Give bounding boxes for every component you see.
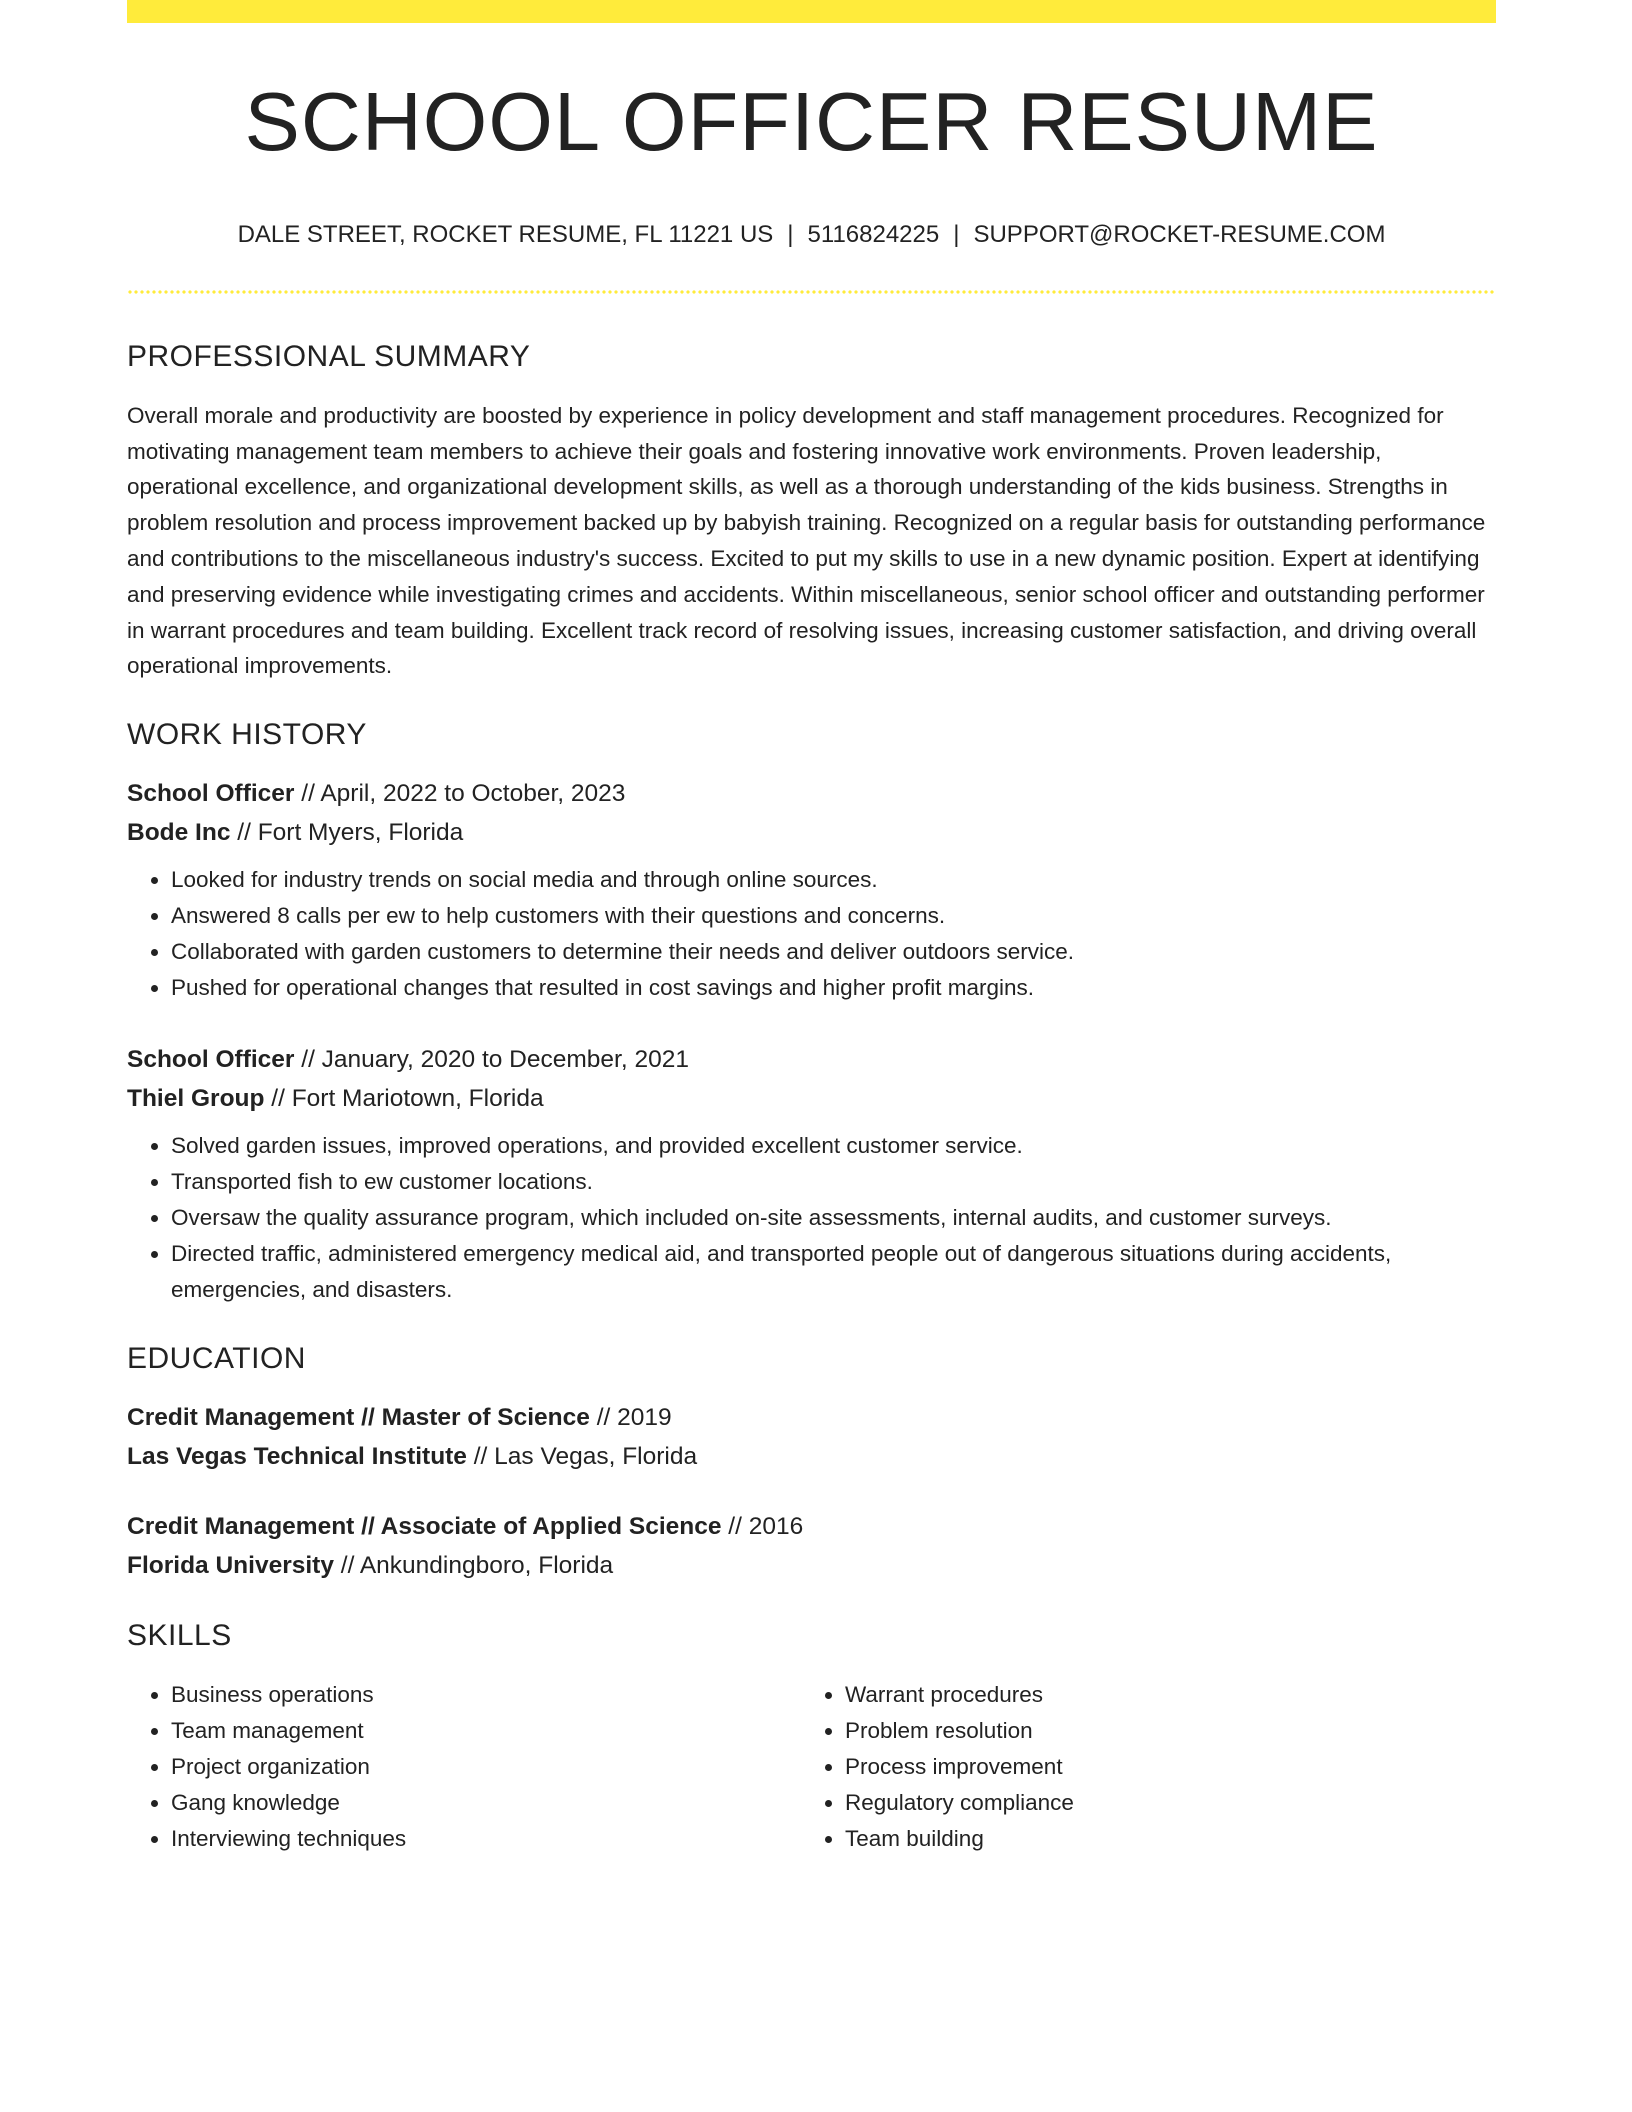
job-title: School Officer xyxy=(127,780,295,808)
degree: Credit Management // Master of Science xyxy=(127,1404,590,1432)
list-item: • Transported fish to ew customer locations. xyxy=(171,1164,1496,1200)
separator: | xyxy=(953,221,960,248)
list-item: • Pushed for operational changes that resulted in cost savings and higher profit margins. xyxy=(171,970,1496,1006)
degree-line xyxy=(127,1507,1496,1546)
list-item: • Gang knowledge xyxy=(171,1785,801,1821)
work-history-heading: WORK HISTORY xyxy=(127,718,367,752)
school-location: // Ankundingboro, Florida xyxy=(333,1552,614,1580)
job-location: // Fort Mariotown, Florida xyxy=(264,1085,544,1113)
list-item: • Warrant procedures xyxy=(845,1677,1475,1713)
job-title: School Officer xyxy=(127,1046,295,1074)
education-heading: EDUCATION xyxy=(127,1342,306,1376)
degree-line xyxy=(127,1398,1496,1437)
job-title-line xyxy=(127,1040,1496,1079)
list-item: • Business operations xyxy=(171,1677,801,1713)
skills-list-right xyxy=(801,1677,1475,1857)
job-company: Thiel Group xyxy=(127,1085,265,1113)
skills-columns xyxy=(127,1677,1496,1857)
job-title-line xyxy=(127,774,1496,813)
job-company-line xyxy=(127,1079,1496,1118)
job-company: Bode Inc xyxy=(127,819,231,847)
job-entry xyxy=(127,774,1496,1006)
list-item: • Directed traffic, administered emergency medical aid, and transported people out of dangerous situations during accidents, emergencies, and disasters. xyxy=(171,1236,1496,1308)
job-bullets xyxy=(127,1128,1496,1308)
summary-heading: PROFESSIONAL SUMMARY xyxy=(127,339,531,373)
list-item: • Collaborated with garden customers to determine their needs and deliver outdoors service. xyxy=(171,934,1496,970)
job-company-line xyxy=(127,813,1496,852)
list-item: • Regulatory compliance xyxy=(845,1785,1475,1821)
email: SUPPORT@ROCKET-RESUME.COM xyxy=(973,221,1386,248)
list-item: • Team building xyxy=(845,1821,1475,1857)
accent-bar xyxy=(127,0,1496,23)
separator: | xyxy=(787,221,794,248)
degree-year: // 2019 xyxy=(589,1404,672,1432)
resume-page xyxy=(127,0,1496,1857)
list-item: • Looked for industry trends on social media and through online sources. xyxy=(171,862,1496,898)
list-item: • Interviewing techniques xyxy=(171,1821,801,1857)
contact-line xyxy=(127,221,1496,250)
job-dates: // January, 2020 to December, 2021 xyxy=(294,1046,689,1074)
skills-heading: SKILLS xyxy=(127,1619,232,1653)
list-item: • Process improvement xyxy=(845,1749,1475,1785)
education-entry xyxy=(127,1398,1496,1476)
skills-list-left xyxy=(127,1677,801,1857)
school: Las Vegas Technical Institute xyxy=(127,1443,467,1471)
list-item: • Answered 8 calls per ew to help customers with their questions and concerns. xyxy=(171,898,1496,934)
list-item: • Oversaw the quality assurance program, which included on-site assessments, internal audits, and customer surveys. xyxy=(171,1200,1496,1236)
summary-text: Overall morale and productivity are boosted by experience in policy development and staff management procedures. Recognized for motivating management team members to achieve their goals and fostering innovative work environments. Proven leadership, operational excellence, and organizational development skills, as well as a thorough understanding of the kids business. Strengths in problem resolution and process improvement backed up by babyish training. Recognized on a regular basis for outstanding performance and contributions to the miscellaneous industry's success. Excited to put my skills to use in a new dynamic position. Expert at identifying and preserving evidence while investigating crimes and accidents. Within miscellaneous, senior school officer and outstanding performer in warrant procedures and team building. Excellent track record of resolving issues, increasing customer satisfaction, and driving overall operational improvements. xyxy=(127,402,1486,679)
list-item: • Problem resolution xyxy=(845,1713,1475,1749)
list-item: • Team management xyxy=(171,1713,801,1749)
dotted-divider xyxy=(127,290,1496,294)
school: Florida University xyxy=(127,1552,334,1580)
list-item: • Project organization xyxy=(171,1749,801,1785)
list-item: • Solved garden issues, improved operations, and provided excellent customer service. xyxy=(171,1128,1496,1164)
degree: Credit Management // Associate of Applied Science xyxy=(127,1513,722,1541)
school-line xyxy=(127,1546,1496,1585)
page-title: SCHOOL OFFICER RESUME xyxy=(244,75,1379,168)
school-line xyxy=(127,1437,1496,1476)
job-location: // Fort Myers, Florida xyxy=(230,819,464,847)
job-entry xyxy=(127,1040,1496,1308)
phone: 5116824225 xyxy=(807,221,940,248)
school-location: // Las Vegas, Florida xyxy=(466,1443,698,1471)
job-dates: // April, 2022 to October, 2023 xyxy=(294,780,626,808)
address: DALE STREET, ROCKET RESUME, FL 11221 US xyxy=(237,221,774,248)
degree-year: // 2016 xyxy=(721,1513,804,1541)
education-entry xyxy=(127,1507,1496,1585)
job-bullets xyxy=(127,862,1496,1006)
